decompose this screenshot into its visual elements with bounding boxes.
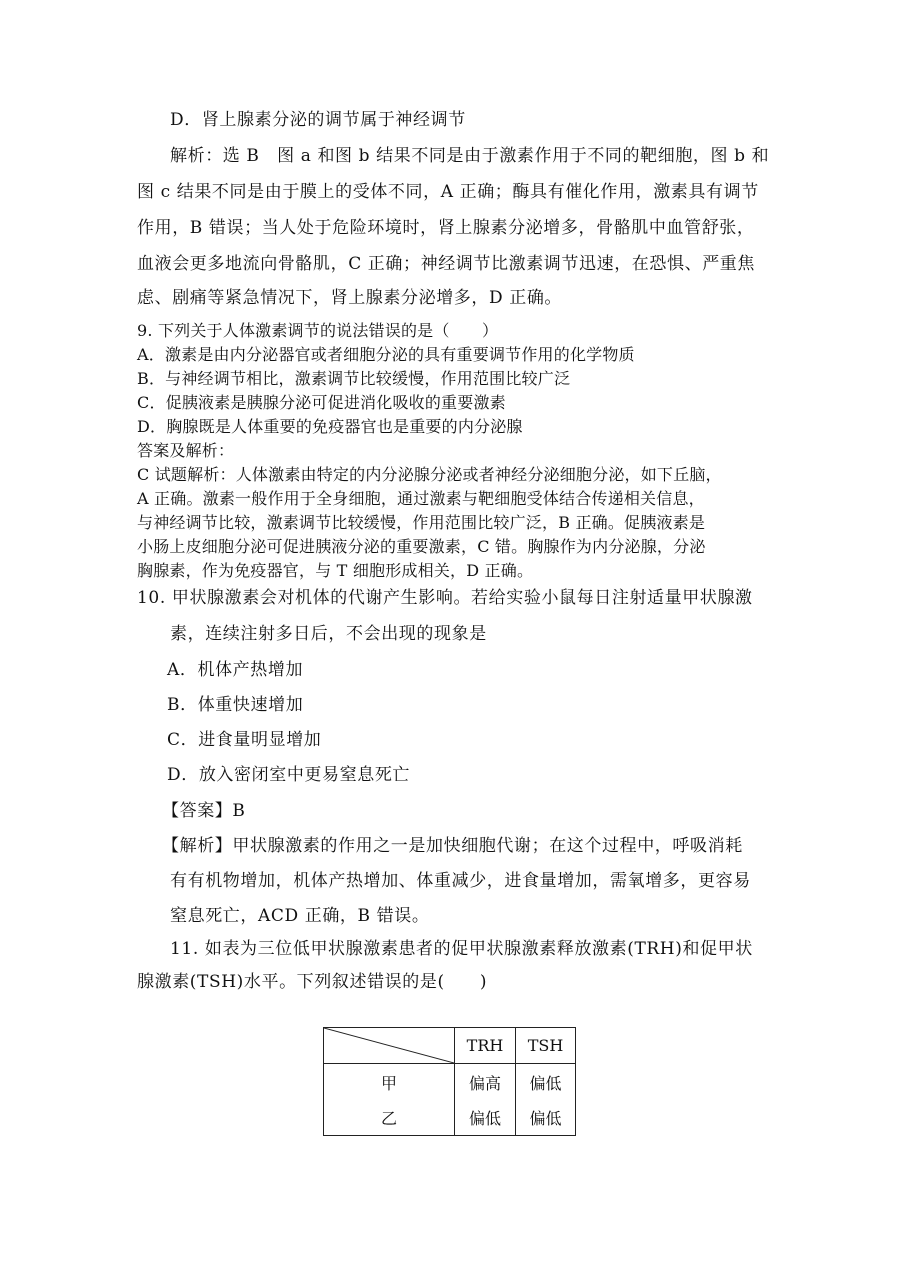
- hormone-level-table: [323, 1027, 576, 1136]
- explanation-line: 与神经调节比较，激素调节比较缓慢，作用范围比较广泛，B 正确。促胰液素是: [137, 513, 706, 532]
- explanation-line: A 正确。激素一般作用于全身细胞，通过激素与靶细胞受体结合传递相关信息，: [137, 489, 705, 508]
- diagonal-line: [324, 1028, 454, 1063]
- column-header-tsh: TSH: [516, 1028, 576, 1064]
- explanation-line: 虑、剧痛等紧急情况下，肾上腺素分泌增多，D 正确。: [137, 288, 563, 308]
- trh-level: 偏高: [468, 1073, 501, 1093]
- explanation-line: C 试题解析：人体激素由特定的内分泌腺分泌或者神经分泌细胞分泌，如下丘脑，: [137, 465, 722, 484]
- table-header-row: [324, 1028, 576, 1064]
- question-9-stem: 9. 下列关于人体激素调节的说法错误的是（ ）: [137, 321, 499, 340]
- diagonal-header-cell: [324, 1028, 455, 1064]
- question-11-stem: 11. 如表为三位低甲状腺激素患者的促甲状腺激素释放激素(TRH)和促甲状: [170, 939, 753, 959]
- explanation-line: 血液会更多地流向骨骼肌，C 正确；神经调节比激素调节迅速，在恐惧、严重焦: [137, 254, 756, 274]
- column-header-trh: TRH: [455, 1028, 516, 1064]
- question-10-option-b: B．体重快速增加: [167, 695, 304, 715]
- option-d-line: D．肾上腺素分泌的调节属于神经调节: [170, 110, 466, 130]
- tsh-level-cell: [516, 1064, 576, 1136]
- tsh-level: 偏低: [529, 1108, 562, 1128]
- answer-label: 【答案】B: [162, 801, 246, 821]
- answer-heading: 答案及解析：: [137, 441, 235, 460]
- question-9-option-c: C．促胰液素是胰腺分泌可促进消化吸收的重要激素: [137, 393, 506, 412]
- explanation-line: 【解析】甲状腺激素的作用之一是加快细胞代谢；在这个过程中，呼吸消耗: [162, 836, 743, 856]
- question-10-stem-cont: 素，连续注射多日后，不会出现的现象是: [170, 624, 487, 644]
- trh-level-cell: [455, 1064, 516, 1136]
- question-9-option-a: A．激素是由内分泌器官或者细胞分泌的具有重要调节作用的化学物质: [137, 345, 635, 364]
- question-10-option-c: C．进食量明显增加: [167, 730, 322, 750]
- question-10-option-d: D．放入密闭室中更易窒息死亡: [167, 765, 411, 785]
- trh-level: 偏低: [468, 1108, 501, 1128]
- explanation-line: 图 c 结果不同是由于膜上的受体不同，A 正确；酶具有催化作用，激素具有调节: [137, 182, 759, 202]
- question-11-stem-cont: 腺激素(TSH)水平。下列叙述错误的是( ): [137, 972, 488, 992]
- explanation-line: 窒息死亡，ACD 正确，B 错误。: [170, 906, 430, 926]
- patient-name: 甲: [380, 1073, 397, 1093]
- explanation-line: 解析：选 B 图 a 和图 b 结果不同是由于激素作用于不同的靶细胞，图 b 和: [170, 146, 770, 166]
- question-10-stem: 10. 甲状腺激素会对机体的代谢产生影响。若给实验小鼠每日注射适量甲状腺激: [137, 588, 753, 608]
- question-9-option-b: B．与神经调节相比，激素调节比较缓慢，作用范围比较广泛: [137, 369, 571, 388]
- table-body-row: [324, 1064, 576, 1136]
- explanation-line: 有有机物增加，机体产热增加、体重减少，进食量增加，需氧增多，更容易: [170, 871, 751, 891]
- explanation-line: 胸腺素，作为免疫器官，与 T 细胞形成相关，D 正确。: [137, 561, 534, 580]
- explanation-line: 小肠上皮细胞分泌可促进胰液分泌的重要激素，C 错。胸腺作为内分泌腺，分泌: [137, 537, 706, 556]
- patient-name: 乙: [380, 1108, 397, 1128]
- question-10-option-a: A．机体产热增加: [167, 660, 304, 680]
- tsh-level: 偏低: [529, 1073, 562, 1093]
- patient-name-cell: [324, 1064, 455, 1136]
- question-9-option-d: D．胸腺既是人体重要的免疫器官也是重要的内分泌腺: [137, 417, 523, 436]
- explanation-line: 作用，B 错误；当人处于危险环境时，肾上腺素分泌增多，骨骼肌中血管舒张，: [137, 218, 755, 238]
